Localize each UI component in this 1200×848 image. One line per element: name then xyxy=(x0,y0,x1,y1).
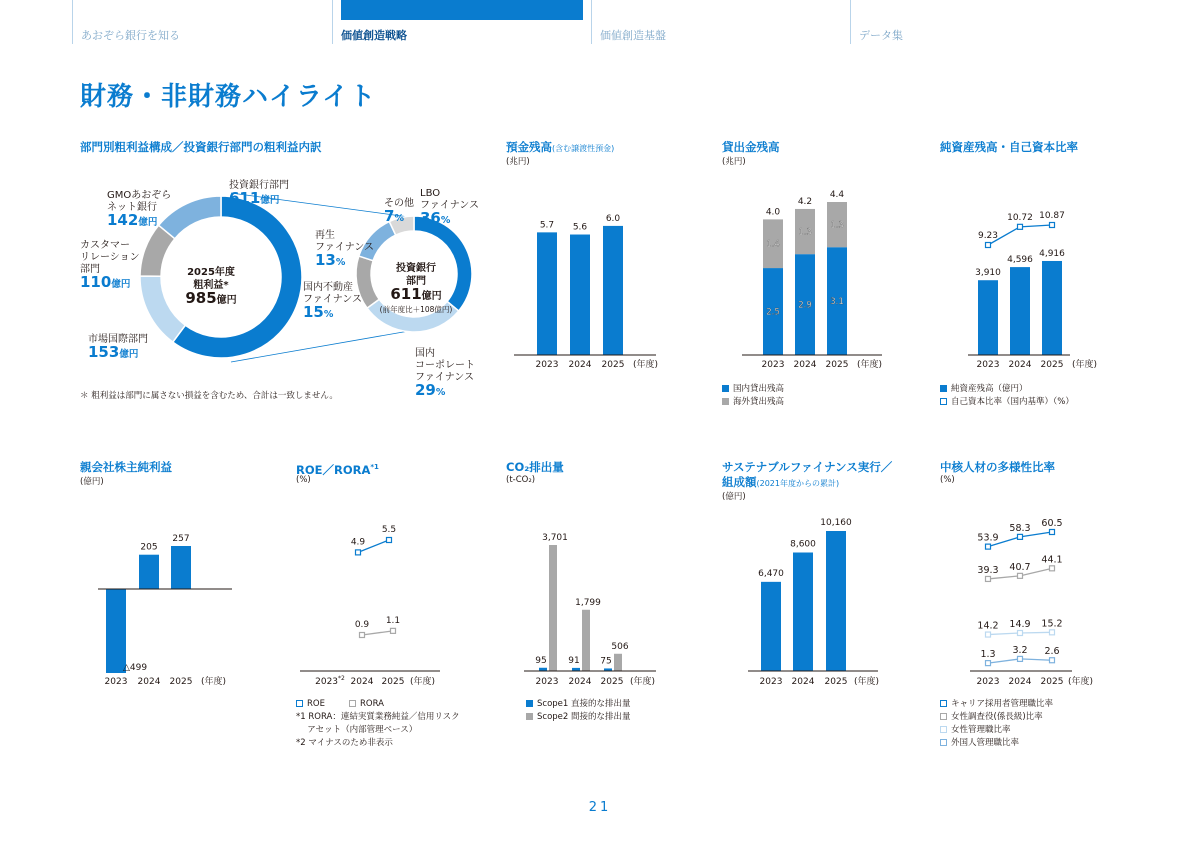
x-axis-unit: (年度) xyxy=(630,677,656,687)
line-marker xyxy=(360,633,365,638)
nav-tab-label: 価値創造基盤 xyxy=(600,29,666,42)
line-label: 44.1 xyxy=(1041,554,1063,566)
data-label: 506 xyxy=(611,641,629,652)
legend-item: Scope2 間接的な排出量 xyxy=(526,711,631,724)
net-income-title: 親会社株主純利益 xyxy=(80,460,172,474)
co2-legend xyxy=(526,698,631,724)
bar xyxy=(139,555,159,589)
net-income-unit: (億円) xyxy=(80,477,104,487)
diversity-title: 中核人材の多様性比率 xyxy=(940,460,1055,474)
co2-chart xyxy=(506,490,686,700)
legend-item: Scope1 直接的な排出量 xyxy=(526,698,631,711)
x-tick-label: 2024 xyxy=(350,677,374,687)
nav-tab-label: 価値創造戦略 xyxy=(341,29,407,42)
line-marker xyxy=(986,661,991,666)
bar xyxy=(603,226,623,355)
x-axis-unit: (年度) xyxy=(201,677,227,687)
bar xyxy=(171,546,191,589)
data-label: 205 xyxy=(140,542,158,553)
sustainable-chart xyxy=(722,490,902,700)
bar-label: 3,910 xyxy=(975,268,1001,279)
data-label: 6,470 xyxy=(758,568,784,579)
donut-title: 部門別粗利益構成／投資銀行部門の粗利益内訳 xyxy=(80,140,322,154)
bar-label: 4,596 xyxy=(1007,255,1033,266)
diversity-legend xyxy=(940,698,1053,750)
bar xyxy=(570,235,590,355)
data-label: 8,600 xyxy=(790,539,816,550)
x-tick-label: 2025 xyxy=(825,360,849,370)
active-tab-indicator xyxy=(341,0,583,20)
x-tick-label: 2023 xyxy=(761,360,785,370)
line-marker xyxy=(387,538,392,543)
legend-item: 自己資本比率（国内基準）（%） xyxy=(940,396,1074,409)
x-tick-label: 2025 xyxy=(601,360,625,370)
total-label: 4.2 xyxy=(797,196,813,207)
data-label: △499 xyxy=(123,663,148,673)
line-label: 39.3 xyxy=(977,564,999,576)
legend-item: 海外貸出残高 xyxy=(722,396,784,409)
main-donut-center: 2025年度 粗利益* 985億円 xyxy=(185,267,237,307)
legend-item: 純資産残高（億円） xyxy=(940,383,1074,396)
net-assets-chart xyxy=(940,160,1120,380)
x-tick-label: 2025 xyxy=(1040,677,1064,687)
line-marker xyxy=(1050,630,1055,635)
roe-title: ROE／RORA$^{*1}$ xyxy=(296,462,379,477)
line-marker xyxy=(356,550,361,555)
segment-label: 1.3 xyxy=(798,227,812,238)
x-tick-label: 2023 xyxy=(535,360,559,370)
label-corporate-finance: 国内 コーポレート ファイナンス 29% xyxy=(415,348,475,399)
bar xyxy=(793,552,813,671)
line-marker xyxy=(1018,573,1023,578)
nav-tab-foundation[interactable] xyxy=(591,0,850,44)
label-lbo-finance: LBO ファイナンス 36% xyxy=(420,188,479,227)
bar xyxy=(549,545,557,671)
nav-tab-label: あおぞら銀行を知る xyxy=(81,29,180,42)
x-tick-label: 2025 xyxy=(824,677,848,687)
data-label: 257 xyxy=(172,534,190,544)
nav-tab-label: データ集 xyxy=(859,29,903,42)
page-title: 財務・非財務ハイライト xyxy=(80,82,377,112)
segment-label: 1.4 xyxy=(766,239,780,250)
segment-label: 2.5 xyxy=(766,307,780,318)
line-label: 14.9 xyxy=(1009,618,1031,630)
line-label: 58.3 xyxy=(1009,522,1031,534)
roe-unit: (%) xyxy=(296,475,311,485)
x-tick-label: 2024 xyxy=(791,677,815,687)
bar xyxy=(1042,261,1062,355)
x-axis-unit: (年度) xyxy=(633,360,659,370)
x-tick-label: 2023 xyxy=(976,677,1000,687)
x-tick-label: 2024 xyxy=(568,360,592,370)
x-axis-unit: (年度) xyxy=(1072,360,1098,370)
data-label: 5.7 xyxy=(539,220,555,231)
line-marker xyxy=(986,576,991,581)
line-marker xyxy=(1050,566,1055,571)
line-label: 4.9 xyxy=(350,537,366,548)
line-marker xyxy=(1018,656,1023,661)
line-label: 14.2 xyxy=(977,620,999,632)
bar xyxy=(1010,267,1030,355)
sub-donut-center: 投資銀行 部門 611億円 (前年度比＋108億円) xyxy=(379,263,453,314)
legend-item: キャリア採用者管理職比率 xyxy=(940,698,1053,711)
top-navigation xyxy=(0,0,1200,48)
line-label: 10.87 xyxy=(1039,211,1065,221)
net-assets-title: 純資産残高・自己資本比率 xyxy=(940,140,1078,154)
line-label: 1.1 xyxy=(385,615,401,626)
bar xyxy=(614,654,622,671)
line-marker xyxy=(1018,224,1023,229)
segment-label: 1.3 xyxy=(830,220,844,231)
x-tick-label: 2023 xyxy=(535,677,559,687)
sustainable-title: サステナブルファイナンス実行／ 組成額(2021年度からの累計) xyxy=(722,460,893,489)
x-tick-label: 2023$^{*2}$ xyxy=(315,675,345,687)
diversity-unit: (%) xyxy=(940,475,955,485)
label-gmo-net-bank: GMOあおぞら ネット銀行 142億円 xyxy=(107,190,172,229)
donut-footnote: ＊ 粗利益は部門に属さない損益を含むため、合計は一致しません。 xyxy=(80,391,338,401)
diversity-chart xyxy=(940,490,1120,700)
label-investment-banking: 投資銀行部門 611億円 xyxy=(229,180,289,207)
line-label: 3.2 xyxy=(1012,644,1028,656)
label-customer-relation: カスタマー リレーション 部門 110億円 xyxy=(80,240,140,291)
x-tick-label: 2023 xyxy=(976,360,1000,370)
bar xyxy=(761,582,781,671)
label-other: その他 7% xyxy=(384,198,414,225)
data-label: 10,160 xyxy=(820,518,852,528)
label-restructuring-finance: 再生 ファイナンス 13% xyxy=(315,230,374,269)
line-label: 9.23 xyxy=(977,231,999,241)
nav-tab-strategy[interactable] xyxy=(332,0,591,44)
x-tick-label: 2023 xyxy=(104,677,128,687)
line-marker xyxy=(1018,534,1023,539)
line-marker xyxy=(1050,530,1055,535)
deposits-unit: (兆円) xyxy=(506,157,530,167)
bar xyxy=(826,531,846,671)
loans-chart xyxy=(722,160,902,380)
legend-item: 外国人管理職比率 xyxy=(940,737,1053,750)
x-tick-label: 2025 xyxy=(600,677,624,687)
sustainable-unit: (億円) xyxy=(722,492,746,502)
net-income-chart xyxy=(80,490,260,700)
x-tick-label: 2024 xyxy=(137,677,161,687)
total-label: 4.4 xyxy=(829,190,845,200)
net-assets-legend xyxy=(940,383,1074,409)
data-label: 75 xyxy=(600,656,612,667)
legend-item: 国内貸出残高 xyxy=(722,383,784,396)
total-label: 4.0 xyxy=(765,207,781,218)
legend-item: 女性管理職比率 xyxy=(940,724,1053,737)
line-marker xyxy=(986,243,991,248)
legend-item: RORA xyxy=(349,699,384,709)
loans-legend xyxy=(722,383,784,409)
co2-unit: (t-CO₂) xyxy=(506,475,536,485)
legend-item: 女性調査役(係長級)比率 xyxy=(940,711,1053,724)
line-label: 2.6 xyxy=(1044,646,1060,658)
data-label: 3,701 xyxy=(542,533,568,543)
legend-item: ROE xyxy=(296,699,325,709)
label-real-estate-finance: 国内不動産 ファイナンス 15% xyxy=(303,282,362,321)
line-label: 10.72 xyxy=(1007,212,1033,223)
line-label: 15.2 xyxy=(1041,618,1063,630)
line-label: 53.9 xyxy=(977,532,999,544)
data-label: 5.6 xyxy=(572,222,588,233)
data-label: 6.0 xyxy=(605,213,621,224)
x-tick-label: 2024 xyxy=(793,360,817,370)
bar xyxy=(582,610,590,671)
line-marker xyxy=(1050,658,1055,663)
deposits-chart xyxy=(506,160,686,380)
line-series xyxy=(362,631,393,635)
page-number: 21 xyxy=(588,800,612,815)
x-axis-unit: (年度) xyxy=(857,360,883,370)
nav-tab-about[interactable] xyxy=(72,0,331,44)
x-tick-label: 2024 xyxy=(1008,677,1032,687)
line-marker xyxy=(986,544,991,549)
x-tick-label: 2025 xyxy=(1040,360,1064,370)
loans-unit: (兆円) xyxy=(722,157,746,167)
x-tick-label: 2024 xyxy=(568,677,592,687)
label-market-international: 市場国際部門 153億円 xyxy=(88,334,148,361)
x-tick-label: 2025 xyxy=(381,677,405,687)
deposits-title: 預金残高(含む譲渡性預金) xyxy=(506,140,615,154)
roe-legend xyxy=(296,698,384,711)
data-label: 95 xyxy=(535,655,547,666)
x-tick-label: 2025 xyxy=(169,677,193,687)
data-label: 1,799 xyxy=(575,597,601,608)
roe-chart xyxy=(296,490,476,700)
data-label: 91 xyxy=(568,655,580,666)
segment-label: 2.9 xyxy=(798,300,812,311)
x-tick-label: 2023 xyxy=(759,677,783,687)
segment-label: 3.1 xyxy=(830,297,844,308)
line-label: 40.7 xyxy=(1009,561,1031,573)
loans-title: 貸出金残高 xyxy=(722,140,780,154)
bar xyxy=(978,280,998,355)
nav-tab-data[interactable] xyxy=(850,0,1109,44)
bar xyxy=(537,232,557,355)
line-label: 0.9 xyxy=(354,620,370,630)
line-label: 60.5 xyxy=(1041,518,1063,529)
line-marker xyxy=(1050,223,1055,228)
line-marker xyxy=(986,632,991,637)
line-label: 5.5 xyxy=(381,525,397,535)
x-axis-unit: (年度) xyxy=(1068,677,1094,687)
bar-label: 4,916 xyxy=(1039,248,1065,259)
line-marker xyxy=(391,628,396,633)
bar xyxy=(106,589,126,673)
x-axis-unit: (年度) xyxy=(410,677,436,687)
x-axis-unit: (年度) xyxy=(854,677,880,687)
line-label: 1.3 xyxy=(980,649,996,661)
roe-footnotes: *1 RORA：連結実質業務純益／信用リスク アセット（内部管理ベース） *2 マイナスのため非表示 xyxy=(296,712,460,748)
co2-title: CO₂排出量 xyxy=(506,460,564,474)
line-marker xyxy=(1018,630,1023,635)
x-tick-label: 2024 xyxy=(1008,360,1032,370)
